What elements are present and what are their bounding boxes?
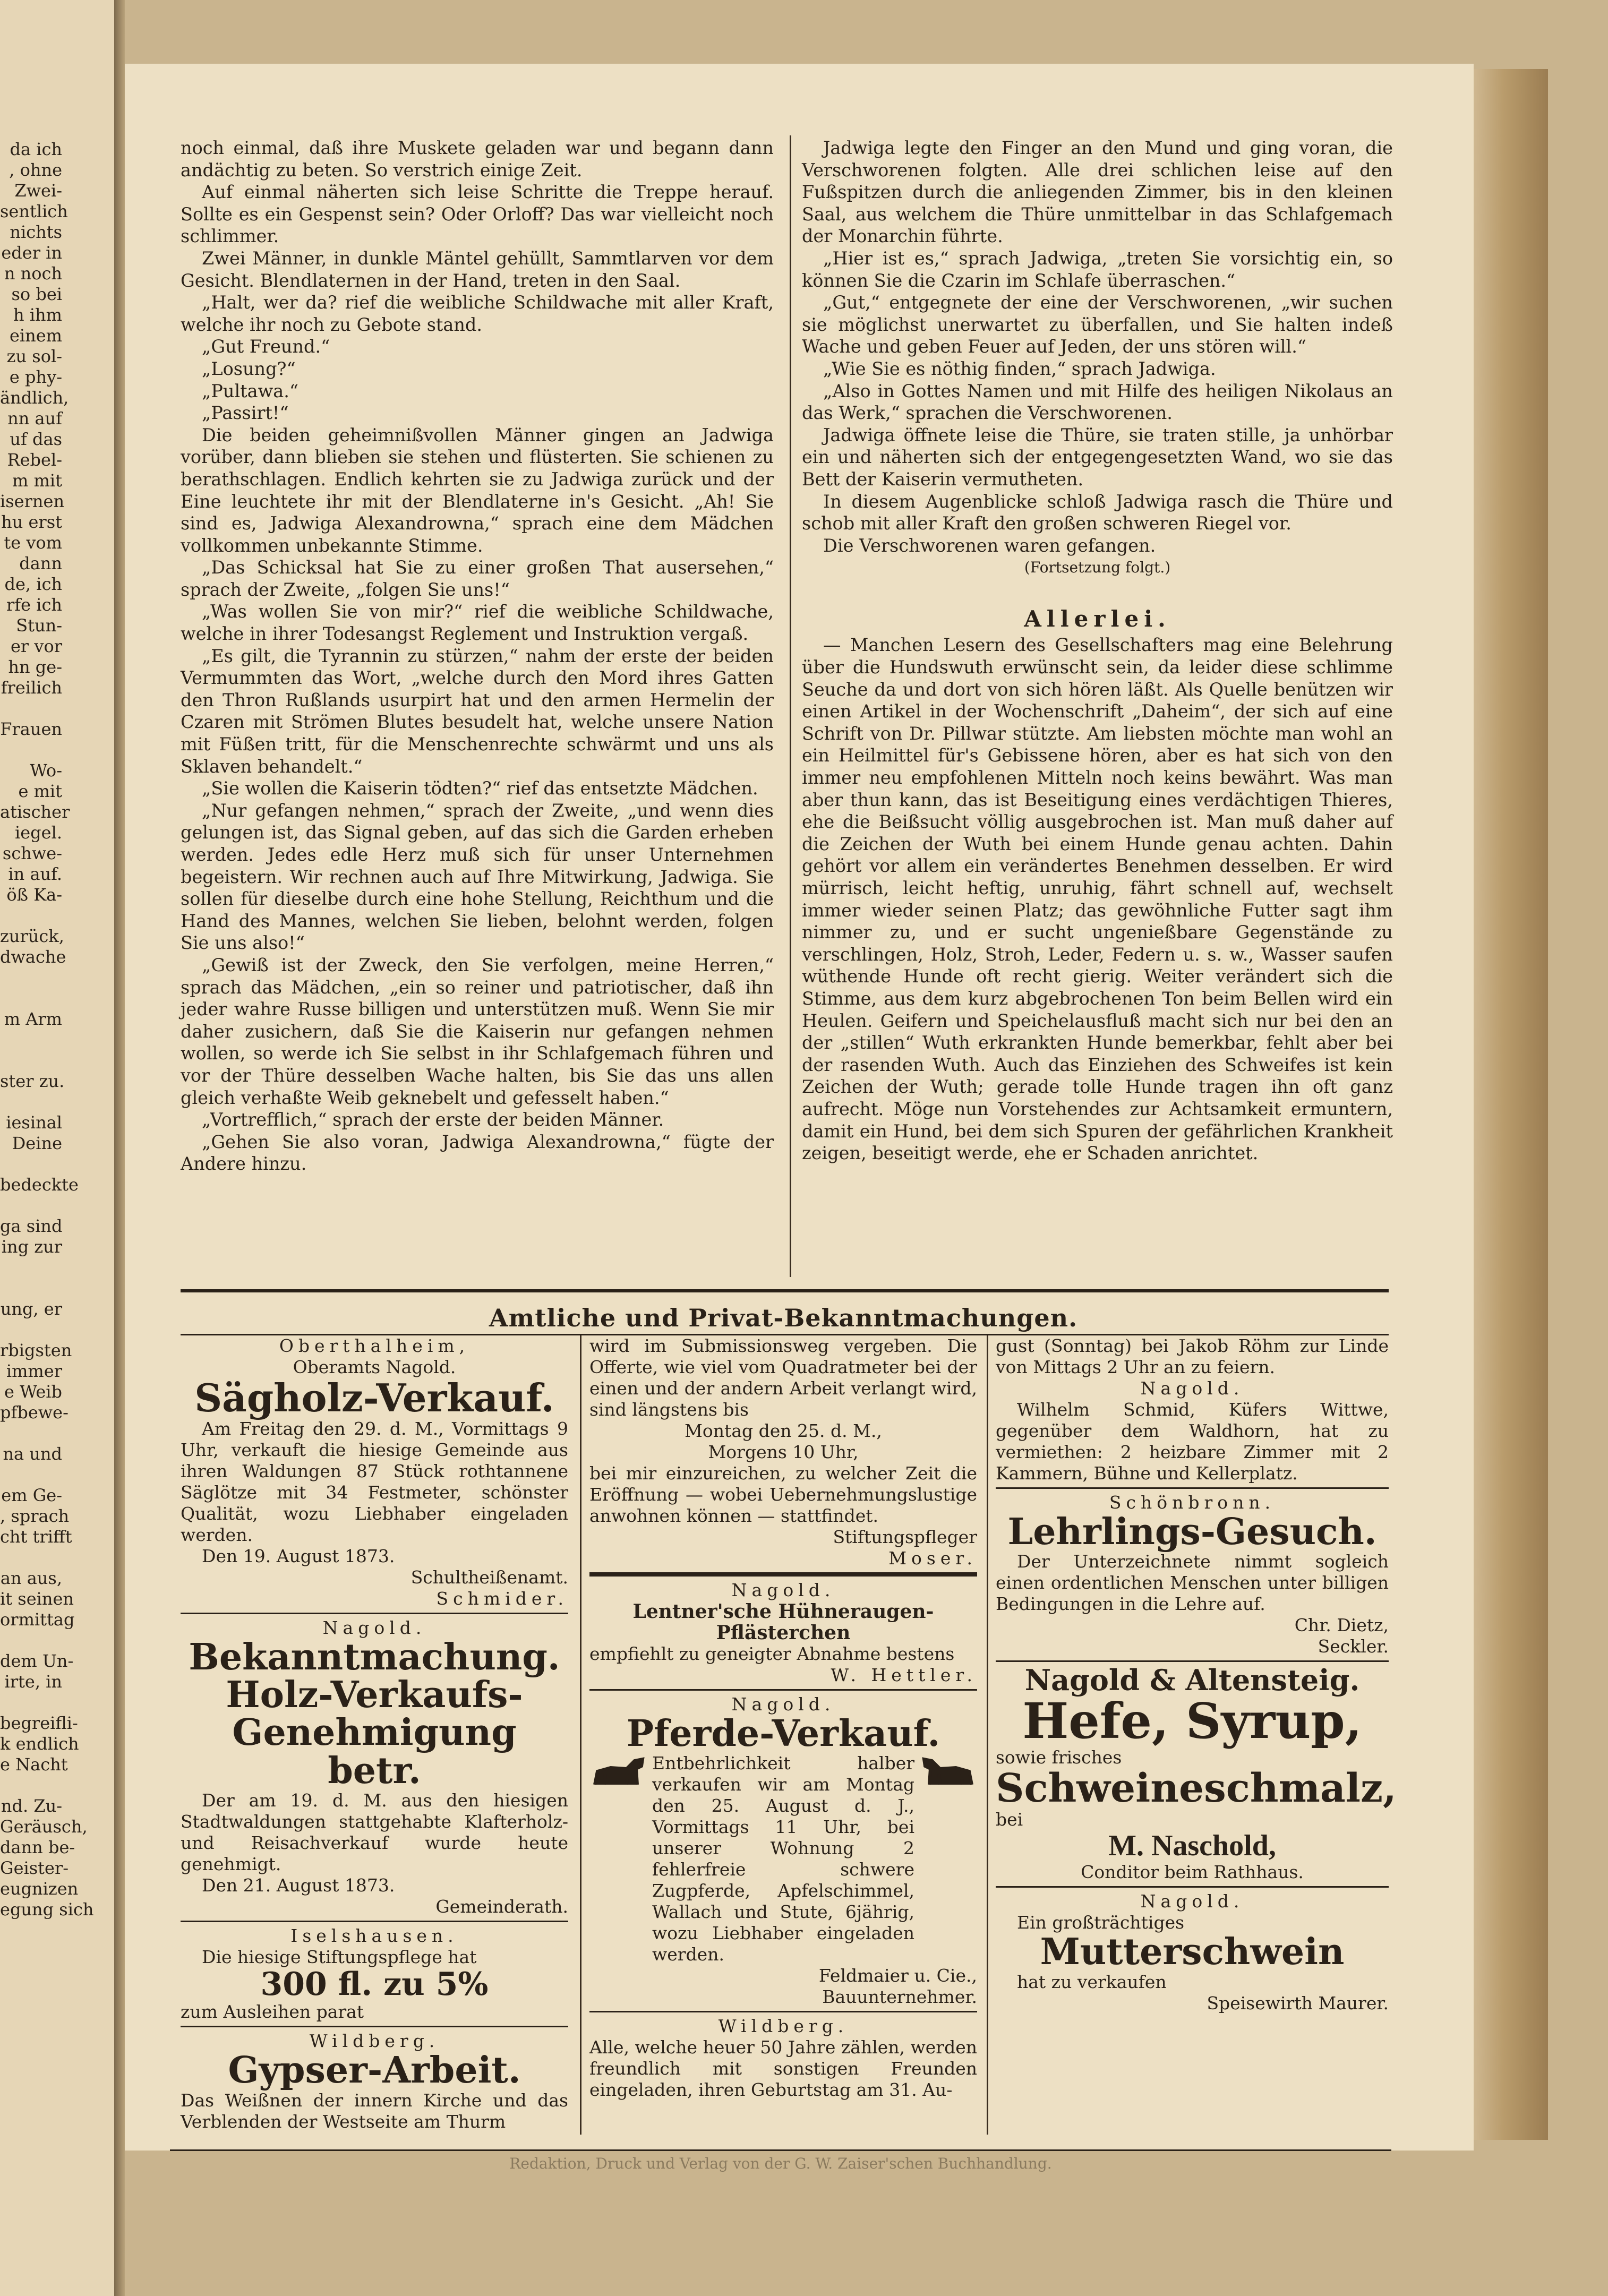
left-page-line: e Weib: [4, 1382, 62, 1402]
left-page-line: in auf.: [8, 864, 62, 884]
ad-text: Entbehrlichkeit halber verkaufen wir am Montag den 25. August d. J., Vormittags 11 Uhr, bei unserer Wohnung 2 fehlerfreie schwere Zugpferde, Apfelschimmel, Wallach und Stute, 6jährig, wozu Liebhaber eingeladen werden.: [652, 1753, 914, 1965]
ad-geburtstag-continued: gust (Sonntag) bei Jakob Röhm zur Linde von Mittags 2 Uhr an zu feiern.: [996, 1335, 1389, 1377]
ad-separator: [996, 1487, 1389, 1489]
ad-title: Sägholz-Verkauf.: [194, 1375, 554, 1420]
ad-signature-2: Bauunternehmer.: [822, 1986, 977, 2008]
ads-divider-2: [987, 1335, 988, 2135]
allerlei-text: — Manchen Lesern des Gesellschafters mag eine Belehrung über die Hundswuth erwünscht sein, da leider diese schlimme Seuche da und dort von sich hören läßt. Als Quelle benützen wir einen Artikel in der Wochenschrift „Daheim“, der sich auf eine Schrift von Dr. Pillwar stützte. Am liebsten möchte man wohl an ein Heilmittel für's Gebissene hören, aber es hat sich von den immer neu empfohlenen Mitteln noch keins bewährt. Was man aber thun kann, das ist Beseitigung eines verdächtigen Thieres, ehe die Beißsucht völlig ausgebrochen ist. Man muß daher auf die Zeichen der Wuth bei einem Hunde genau achten. Dahin gehört vor allem ein verändertes Benehmen desselben. Er wird mürrisch, leicht heftig, unruhig, fährt schnell auf, wechselt immer wieder seinen Platz; das gewöhnliche Futter sagt ihm nimmer zu, und er sucht ungenießbare Gegenstände zu verschlingen, Holz, Stroh, Leder, Federn u. s. w., Wasser saufen wüthende Hunde oft recht gierig. Weiter verändert sich die Stimme, aus dem kurz abgebrochenen Ton beim Bellen wird ein Heulen. Geifern und Speichelausfluß macht sich nur bei den an der „stillen“ Wuth erkrankten Hunde bemerkbar, fehlt aber bei der rasenden Wuth. Auch das Einziehen des Schweifes ist kein Zeichen der Wuth; gerade tolle Hunde tragen ihn oft ganz aufrecht. Möge nun Vorstehendes zur Achtsamkeit ermuntern, damit ein Hund, bei dem sich Spuren der gefährlichen Krankheit zeigen, beseitigt werde, ehe er Schaden anrichtet.: [802, 635, 1393, 1164]
left-page-line: de, ich: [4, 574, 62, 594]
ad-date-1: Montag den 25. d. M.,: [685, 1420, 882, 1441]
left-page-line: iegel.: [15, 823, 62, 843]
left-page-line: cht trifft: [0, 1527, 72, 1547]
left-page-line: m Arm: [4, 1009, 62, 1029]
ad-place: Nagold.: [322, 1617, 426, 1638]
left-page-line: rbigsten: [0, 1340, 72, 1360]
left-page-line: nichts: [10, 222, 62, 242]
ad-text: Wilhelm Schmid, Küfers Wittwe, gegenüber dem Waldhorn, hat zu vermiethen: 2 heizbare Zimmer mit 2 Kammern, Bühne und Kellerplatz.: [996, 1399, 1389, 1484]
story-paragraph: „Halt, wer da? rief die weibliche Schildwache mit aller Kraft, welche ihr noch zu Gebote stand.: [181, 292, 774, 335]
left-page-line: [0, 1692, 114, 1713]
ad-signature: Schultheißenamt.: [410, 1566, 568, 1588]
ad-pferde: [589, 1694, 977, 2008]
ad-title: Mutterschwein: [1040, 1931, 1345, 1974]
story-continuation: [802, 137, 1393, 556]
left-page-line: e Nacht: [0, 1754, 68, 1775]
story-paragraph: „Gewiß ist der Zweck, den Sie verfolgen, meine Herren,“ sprach das Mädchen, „ein so reiner und patriotischer, daß ihn jeder wahre Russe billigen und unterstützen muß. Wenn Sie mir daher zusichern, daß Sie die Kaiserin nur gefangen nehmen wollen, so werde ich Sie selbst in ihr Schlafgemach führen und vor der Thüre desselben Wache halten, bis Sie das uns allen gleich verhaßte Weib geknebelt und gefesselt haben.“: [181, 954, 774, 1108]
left-page-line: [0, 1278, 114, 1299]
ad-place: Wildberg.: [718, 2016, 849, 2037]
ad-sub: sowie frisches: [996, 1746, 1122, 1768]
ads-top-rule: [181, 1289, 1389, 1292]
left-page-line: [0, 1775, 114, 1796]
left-page-line: ing zur: [1, 1237, 62, 1257]
story-paragraph: noch einmal, daß ihre Muskete geladen war und begann dann andächtig zu beten. So verstrich einige Zeit.: [181, 138, 774, 181]
left-page-line: [0, 1092, 114, 1112]
ad-signature: Chr. Dietz,: [1294, 1615, 1389, 1636]
left-page-line: atischer: [0, 802, 70, 822]
ads-heading: Amtliche und Privat-Bekanntmachungen.: [489, 1304, 1078, 1332]
ad-geburtstag: [589, 2016, 977, 2101]
ad-signature-name: Schmider.: [436, 1588, 568, 1609]
horse-icon: [589, 1753, 648, 1790]
story-paragraph: „Das Schicksal hat Sie zu einer großen That ausersehen,“ sprach der Zweite, „folgen Sie uns!“: [181, 557, 774, 600]
left-page-line: te vom: [4, 533, 62, 553]
ad-separator: [181, 2026, 568, 2027]
left-page-line: e mit: [18, 781, 62, 801]
left-page-line: n noch: [4, 263, 62, 284]
ad-text: wird im Submissionsweg vergeben. Die Offerte, wie viel vom Quadratmeter bei der einen und der andern Arbeit verlangt wird, sind längstens bis: [589, 1335, 977, 1420]
ad-title: Bekanntmachung.: [189, 1635, 560, 1678]
ad-pflaesterchen: [589, 1580, 977, 1686]
left-page-line: zu sol-: [6, 346, 62, 366]
story-paragraph: Die beiden geheimnißvollen Männer gingen an Jadwiga vorüber, dann blieben sie stehen und flüsterten. Sie schienen zu berathschlagen. Endlich kehrten sie zu Jadwiga zurück und der Eine leuchtete ihr mit der Blendlaterne in's Gesicht. „Ah! Sie sind es, Jadwiga Alexandrowna,“ sprach eine dem Mädchen vollkommen unbekannte Stimme.: [181, 424, 774, 556]
story-paragraph: „Pultawa.“: [202, 380, 299, 401]
ad-separator: [589, 1689, 977, 1691]
left-page-line: rfe ich: [6, 595, 62, 615]
ad-text: Die hiesige Stiftungspflege hat: [202, 1947, 477, 1968]
ad-separator: [589, 1572, 977, 1577]
ad-text: Am Freitag den 29. d. M., Vormittags 9 Uhr, verkauft die hiesige Gemeinde aus ihren Waldungen 87 Stück rothtannene Säglötze mit 34 Festmeter, schönster Qualität, wozu Liebhaber eingeladen werden.: [181, 1418, 568, 1545]
left-page-line: pfbewe-: [0, 1402, 69, 1423]
ad-subtitle: Holz-Verkaufs-Genehmigung betr.: [226, 1673, 523, 1792]
left-page-line: ormittag: [0, 1609, 75, 1630]
ad-title: Lentner'sche Hühneraugen-Pflästerchen: [632, 1600, 934, 1644]
left-page-line: Geister-: [0, 1858, 69, 1878]
story-paragraph: Die Verschworenen waren gefangen.: [823, 535, 1156, 556]
left-page-line: isernen: [0, 491, 65, 511]
story-paragraph: „Wie Sie es nöthig finden,“ sprach Jadwiga.: [823, 358, 1216, 379]
left-page-line: dann be-: [0, 1837, 75, 1857]
left-page-line: [0, 988, 114, 1009]
left-page-line: öß Ka-: [6, 885, 62, 905]
left-page-line: [0, 1423, 114, 1444]
left-page-line: Rebel-: [7, 450, 62, 470]
story-paragraph: „Was wollen Sie von mir?“ rief die weibliche Schildwache, welche in ihrer Todesangst Reglement und Instruktion vergaß.: [181, 601, 774, 645]
left-page-line: h ihm: [13, 305, 62, 325]
left-page-line: [0, 1547, 114, 1568]
ad-place: Schönbronn.: [1109, 1492, 1276, 1513]
ad-signature-name: Moser.: [888, 1548, 977, 1569]
ad-signature: W. Hettler.: [831, 1665, 977, 1685]
left-page-line: so bei: [11, 284, 62, 304]
left-page-line: irte, in: [4, 1672, 62, 1692]
left-page-line: Deine: [12, 1133, 62, 1153]
left-page-line: Stun-: [16, 615, 62, 636]
left-page-line: dwache: [0, 947, 66, 967]
left-page-line: Frauen: [0, 719, 62, 739]
story-paragraph: Zwei Männer, in dunkle Mäntel gehüllt, Sammtlarven vor dem Gesicht. Blendlaternen in der Hand, treten in den Saal.: [181, 247, 774, 291]
left-page-line: , sprach: [0, 1506, 70, 1526]
left-page-line: zurück,: [0, 926, 64, 946]
left-page-line: [0, 1464, 114, 1485]
story-paragraph: In diesem Augenblicke schloß Jadwiga rasch die Thüre und schob mit aller Kraft den großen schweren Riegel vor.: [802, 491, 1393, 534]
ad-place: Nagold.: [731, 1580, 835, 1600]
story-paragraph: „Passirt!“: [202, 402, 289, 424]
ad-lehrlinge: [996, 1492, 1389, 1657]
left-page-line: sentlich: [0, 201, 68, 221]
story-paragraph: „Also in Gottes Namen und mit Hilfe des heiligen Nikolaus an das Werk,“ sprachen die Verschworenen.: [802, 380, 1393, 424]
left-page-line: hn ge-: [8, 657, 62, 677]
left-page-line: Wo-: [30, 760, 62, 781]
ad-title-2: Schweineschmalz,: [996, 1765, 1397, 1811]
ads-column-3: [996, 1335, 1397, 2014]
left-page-line: nd. Zu-: [1, 1796, 62, 1816]
left-page-line: ster zu.: [0, 1071, 65, 1091]
horse-icon: [919, 1753, 977, 1790]
ad-text: Der Unterzeichnete nimmt sogleich einen ordentlichen Menschen unter billigen Bedingungen in die Lehre auf.: [996, 1551, 1389, 1615]
continuation-note: (Fortsetzung folgt.): [1024, 559, 1171, 577]
left-page-line: na und: [3, 1444, 62, 1464]
left-page-line: [0, 1320, 114, 1340]
story-paragraph: „Nur gefangen nehmen,“ sprach der Zweite, „und wenn dies gelungen ist, das Signal geben, auf das sich die Garden erheben werden. Jedes edle Herz muß sich für unser Unternehmen begeistern. Wir rechnen auch auf Ihre Mitwirkung, Jadwiga. Sie sollen für dieselbe durch eine hohe Stellung, Reichthum und die Hand des Mannes, welchen Sie lieben, belohnt werden, folgen Sie uns also!“: [181, 800, 774, 954]
ad-gypser-continued: [589, 1335, 977, 1569]
left-page-line: ändlich,: [0, 388, 69, 408]
ad-title: Lehrlings-Gesuch.: [1007, 1511, 1377, 1553]
ad-subplace: Oberamts Nagold.: [293, 1357, 456, 1377]
ad-text-2: zum Ausleihen parat: [181, 2001, 364, 2023]
ad-title: Pferde-Verkauf.: [626, 1712, 940, 1755]
ad-text: empfiehlt zu geneigter Abnahme bestens: [589, 1643, 955, 1664]
left-page-line: nn auf: [7, 408, 62, 429]
story-column-2: [802, 137, 1393, 1164]
allerlei-title: Allerlei.: [1024, 605, 1171, 632]
left-page-line: iesinal: [6, 1112, 62, 1133]
ads-column-1: [181, 1335, 568, 2132]
footer-rule: [170, 2149, 1391, 2151]
column-divider: [790, 135, 791, 1277]
ad-text-2: bei mir einzureichen, zu welcher Zeit die Eröffnung — wobei Uebernehmungslustige anwohnen können — stattfindet.: [589, 1463, 977, 1526]
ad-gypser: [181, 2031, 568, 2132]
ad-signature: Gemeinderath.: [435, 1896, 568, 1917]
left-page-lines: [0, 0, 114, 1920]
ad-place: Nagold.: [731, 1694, 835, 1715]
ad-naschold: [996, 1663, 1397, 1883]
left-page-fragment: [0, 0, 114, 2296]
left-page-line: immer: [6, 1361, 62, 1381]
left-page-line: dem Un-: [0, 1651, 74, 1671]
left-page-line: egung sich: [0, 1899, 94, 1920]
left-page-line: e phy-: [9, 367, 62, 387]
ad-text: Alle, welche heuer 50 Jahre zählen, werden freundlich mit sonstigen Freunden eingeladen, ihren Geburtstag am 31. Au-: [589, 2037, 977, 2101]
left-page-line: [0, 1195, 114, 1216]
ad-separator: [181, 1921, 568, 1922]
footer-imprint: Redaktion, Druck und Verlag von der G. W. Zaiser'schen Buchhandlung.: [509, 2155, 1052, 2172]
ads-divider-1: [580, 1335, 581, 2135]
left-page-line: it seinen: [0, 1589, 74, 1609]
story-paragraph: „Sie wollen die Kaiserin tödten?“ rief das entsetzte Mädchen.: [202, 778, 758, 799]
story-paragraph: „Gehen Sie also voran, Jadwiga Alexandrowna,“ fügte der Andere hinzu.: [181, 1131, 774, 1175]
ad-place: Iselshausen.: [290, 1925, 458, 1947]
left-page-line: einem: [9, 325, 62, 346]
left-page-line: em Ge-: [1, 1485, 62, 1505]
left-page-line: schwe-: [2, 843, 62, 863]
ad-date: Den 19. August 1873.: [202, 1545, 395, 1566]
ad-separator: [181, 1613, 568, 1614]
ad-place: Oberthalheim,: [279, 1335, 470, 1356]
ad-date: Den 21. August 1873.: [202, 1875, 395, 1896]
ad-place: Nagold.: [1140, 1378, 1244, 1399]
left-page-line: ung, er: [0, 1299, 62, 1319]
story-paragraph: „Hier ist es,“ sprach Jadwiga, „treten Sie vorsichtig ein, so können Sie die Czarin im Schlafe überraschen.“: [802, 247, 1393, 291]
ad-date-2: Morgens 10 Uhr,: [708, 1442, 859, 1462]
left-page-line: [0, 1257, 114, 1278]
left-page-line: an aus,: [0, 1568, 62, 1588]
ad-signature: Conditor beim Rathhaus.: [1081, 1862, 1304, 1883]
left-page-line: k endlich: [0, 1734, 79, 1754]
left-page-line: [0, 967, 114, 988]
ad-vermietung: [996, 1378, 1389, 1484]
story-paragraph: „Losung?“: [202, 358, 296, 379]
ad-separator: [589, 2011, 977, 2012]
left-page-line: Zwei-: [14, 181, 62, 201]
left-page-line: [0, 1154, 114, 1175]
story-paragraph: Jadwiga öffnete leise die Thüre, sie traten stille, ja unhörbar ein und näherten sich der entgegengesetzten Wand, wo sie das Bett der Kaiserin vermutheten.: [802, 424, 1393, 490]
left-page-line: [0, 740, 114, 760]
left-page-line: [0, 698, 114, 719]
left-page-line: m mit: [12, 470, 62, 491]
story-paragraph: Auf einmal näherten sich leise Schritte die Treppe herauf. Sollte es ein Gespenst sein? Oder Orloff? Das war vielleicht noch schlimmer.: [181, 182, 774, 247]
ad-title: Gypser-Arbeit.: [228, 2049, 521, 2092]
left-page-line: [0, 1030, 114, 1050]
ad-separator: [996, 1660, 1389, 1662]
story-paragraph: „Vortrefflich,“ sprach der erste der beiden Männer.: [202, 1109, 664, 1130]
ad-iselshausen: [181, 1925, 568, 2023]
left-page-line: , ohne: [9, 160, 62, 180]
left-page-line: bedeckte: [0, 1175, 79, 1195]
story-paragraph: „Es gilt, die Tyrannin zu stürzen,“ nahm der erste der beiden Vermummten das Wort, „welche durch den Mord ihres Gatten den Thron Rußlands usurpirt hat und den armen Hermelin der Czaren mit Strömen Blutes besudelt hat, welche unsere Nation mit Füßen tritt, für die Menschenrechte schwärmt und uns als Sklaven behandelt.“: [181, 645, 774, 777]
left-page-line: eder in: [1, 243, 62, 263]
left-page-line: Geräusch,: [0, 1817, 88, 1837]
ad-signature-2: Seckler.: [1318, 1636, 1389, 1657]
left-page-line: begreifli-: [0, 1713, 78, 1733]
ad-bekanntmachung: [181, 1617, 568, 1918]
ad-place: Nagold.: [1140, 1891, 1244, 1912]
left-page-line: eugnizen: [0, 1879, 79, 1899]
page-edge: [1474, 69, 1548, 2140]
left-page-line: dann: [19, 553, 62, 573]
ad-mutterschwein: [996, 1891, 1389, 2014]
left-page-line: hu erst: [1, 512, 62, 532]
story-paragraph: Jadwiga legte den Finger an den Mund und ging voran, die Verschworenen folgten. Alle drei schlichen leise auf den Fußspitzen durch die anliegenden Zimmer, bis in den kleinen Saal, aus welchem die Thüre unmittelbar in das Schlafgemach der Monarchin führte.: [802, 138, 1393, 247]
ad-name: M. Naschold,: [1108, 1829, 1276, 1863]
left-page-line: freilich: [1, 678, 62, 698]
ad-text: Der am 19. d. M. aus den hiesigen Stadtwaldungen stattgehabte Klafterholz- und Reisachverkauf wurde heute genehmigt.: [181, 1790, 568, 1875]
ad-title: Hefe, Syrup,: [1022, 1692, 1362, 1750]
story-column-1: [181, 137, 774, 1175]
ad-place: Wildberg.: [309, 2031, 440, 2052]
ad-separator: [996, 1886, 1389, 1888]
ads-column-2: [589, 1335, 977, 2101]
left-page-line: ga sind: [0, 1216, 63, 1236]
ad-text-2: hat zu verkaufen: [1017, 1971, 1167, 1992]
ad-places: Nagold & Altensteig.: [1024, 1663, 1360, 1698]
left-page-line: da ich: [10, 139, 62, 159]
ad-signature: Stiftungspfleger: [833, 1527, 977, 1547]
left-page-line: [0, 905, 114, 926]
left-page-line: [0, 1630, 114, 1651]
left-page-line: [0, 1050, 114, 1071]
ad-amount: 300 fl. zu 5%: [260, 1966, 489, 2003]
ad-text: Das Weißnen der innern Kirche und das Verblenden der Westseite am Thurm: [181, 2089, 568, 2132]
left-page-line: er vor: [10, 636, 62, 656]
ad-signature: Speisewirth Maurer.: [1207, 1992, 1389, 2014]
left-page-line: uf das: [10, 429, 62, 449]
story-paragraph: „Gut Freund.“: [202, 336, 330, 357]
ad-signature: Feldmaier u. Cie.,: [818, 1965, 977, 1986]
ad-bei: bei: [996, 1809, 1023, 1830]
ad-saegholz: [181, 1335, 568, 1609]
ad-text: Ein großträchtiges: [1017, 1912, 1185, 1933]
book-gutter: [114, 0, 125, 2296]
story-paragraph: „Gut,“ entgegnete der eine der Verschworenen, „wir suchen sie möglichst unerwartet zu überfallen, und Sie halten indeß Wache und geben Feuer auf Jeden, der uns stören will.“: [802, 292, 1393, 357]
